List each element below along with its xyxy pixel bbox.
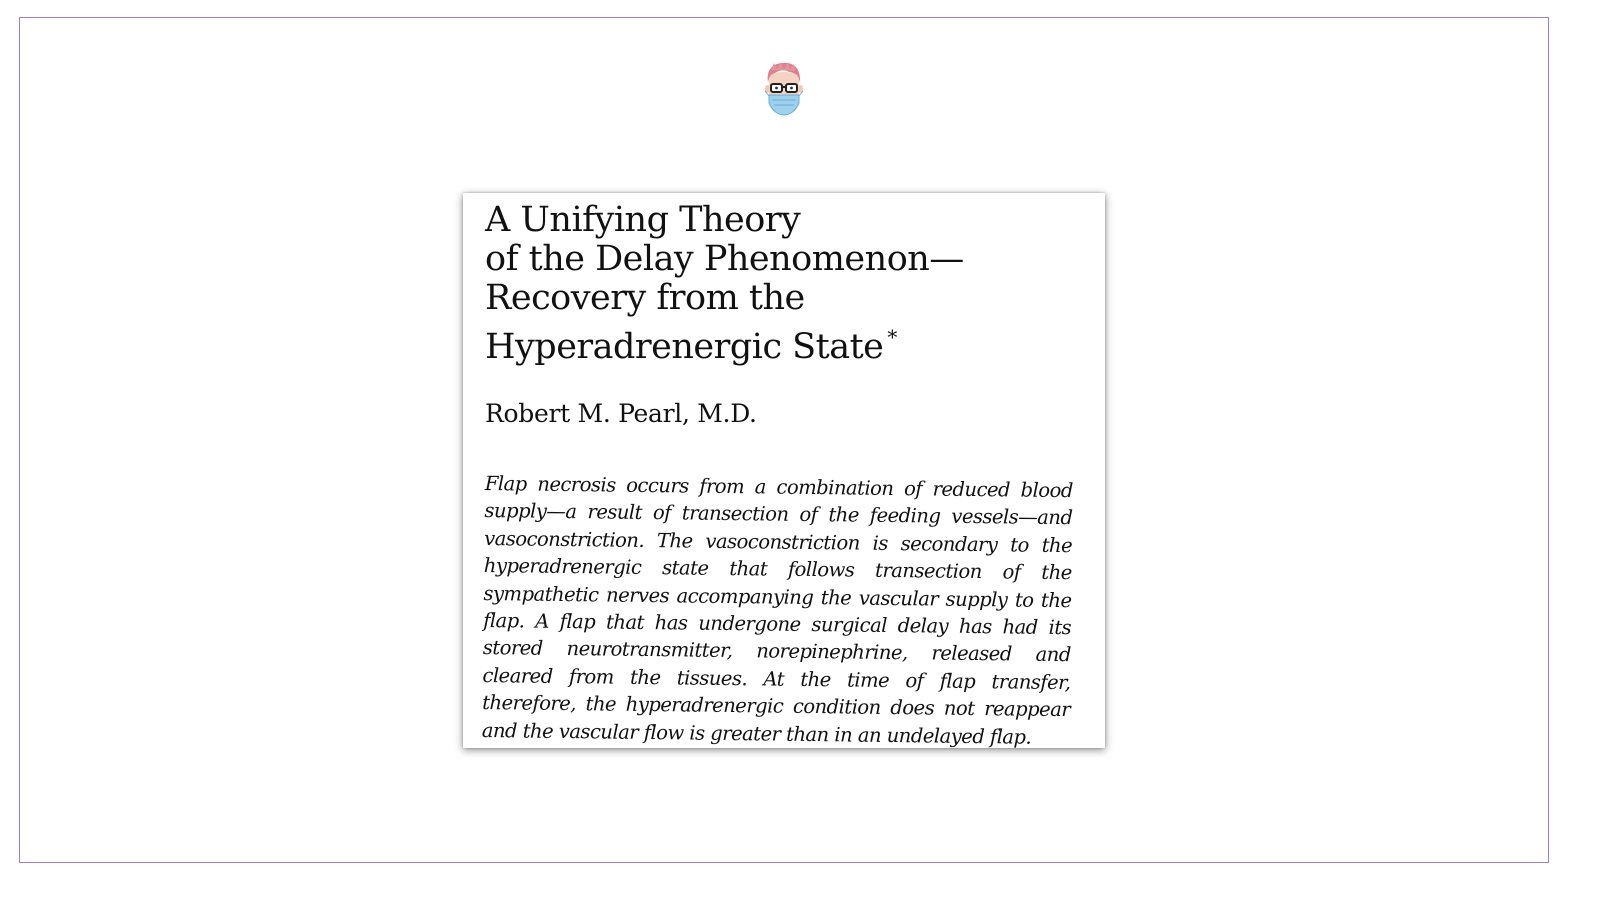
title-line: A Unifying Theory xyxy=(485,200,801,240)
title-line: Recovery from the xyxy=(485,278,805,318)
title-line: of the Delay Phenomenon— xyxy=(485,239,964,279)
article-title xyxy=(485,201,1073,367)
article-excerpt xyxy=(463,193,1105,748)
author-name: Robert M. Pearl, M.D. xyxy=(485,399,757,428)
title-line-last xyxy=(485,318,1073,367)
abstract-text: Flap necrosis occurs from a combination of reduced blood supply—a result of transection of the feeding vessels—and vasoconstriction. The vasoconstriction is secondary to the hyperadrenergic state that follows transection of the sympathetic nerves accompanying the vascular supply to the flap. A flap that has undergone surgical delay has had its stored neurotransmitter, norepinephrine, released and cleared from the tissues. At the time of flap transfer, therefore, the hyperadrenergic condition does not reappear and the vascular flow is greater than in an undelayed flap. xyxy=(481,471,1073,748)
doctor-avatar-icon xyxy=(759,60,809,118)
footnote-marker: * xyxy=(887,325,897,349)
title-line-text: Hyperadrenergic State xyxy=(485,327,884,367)
